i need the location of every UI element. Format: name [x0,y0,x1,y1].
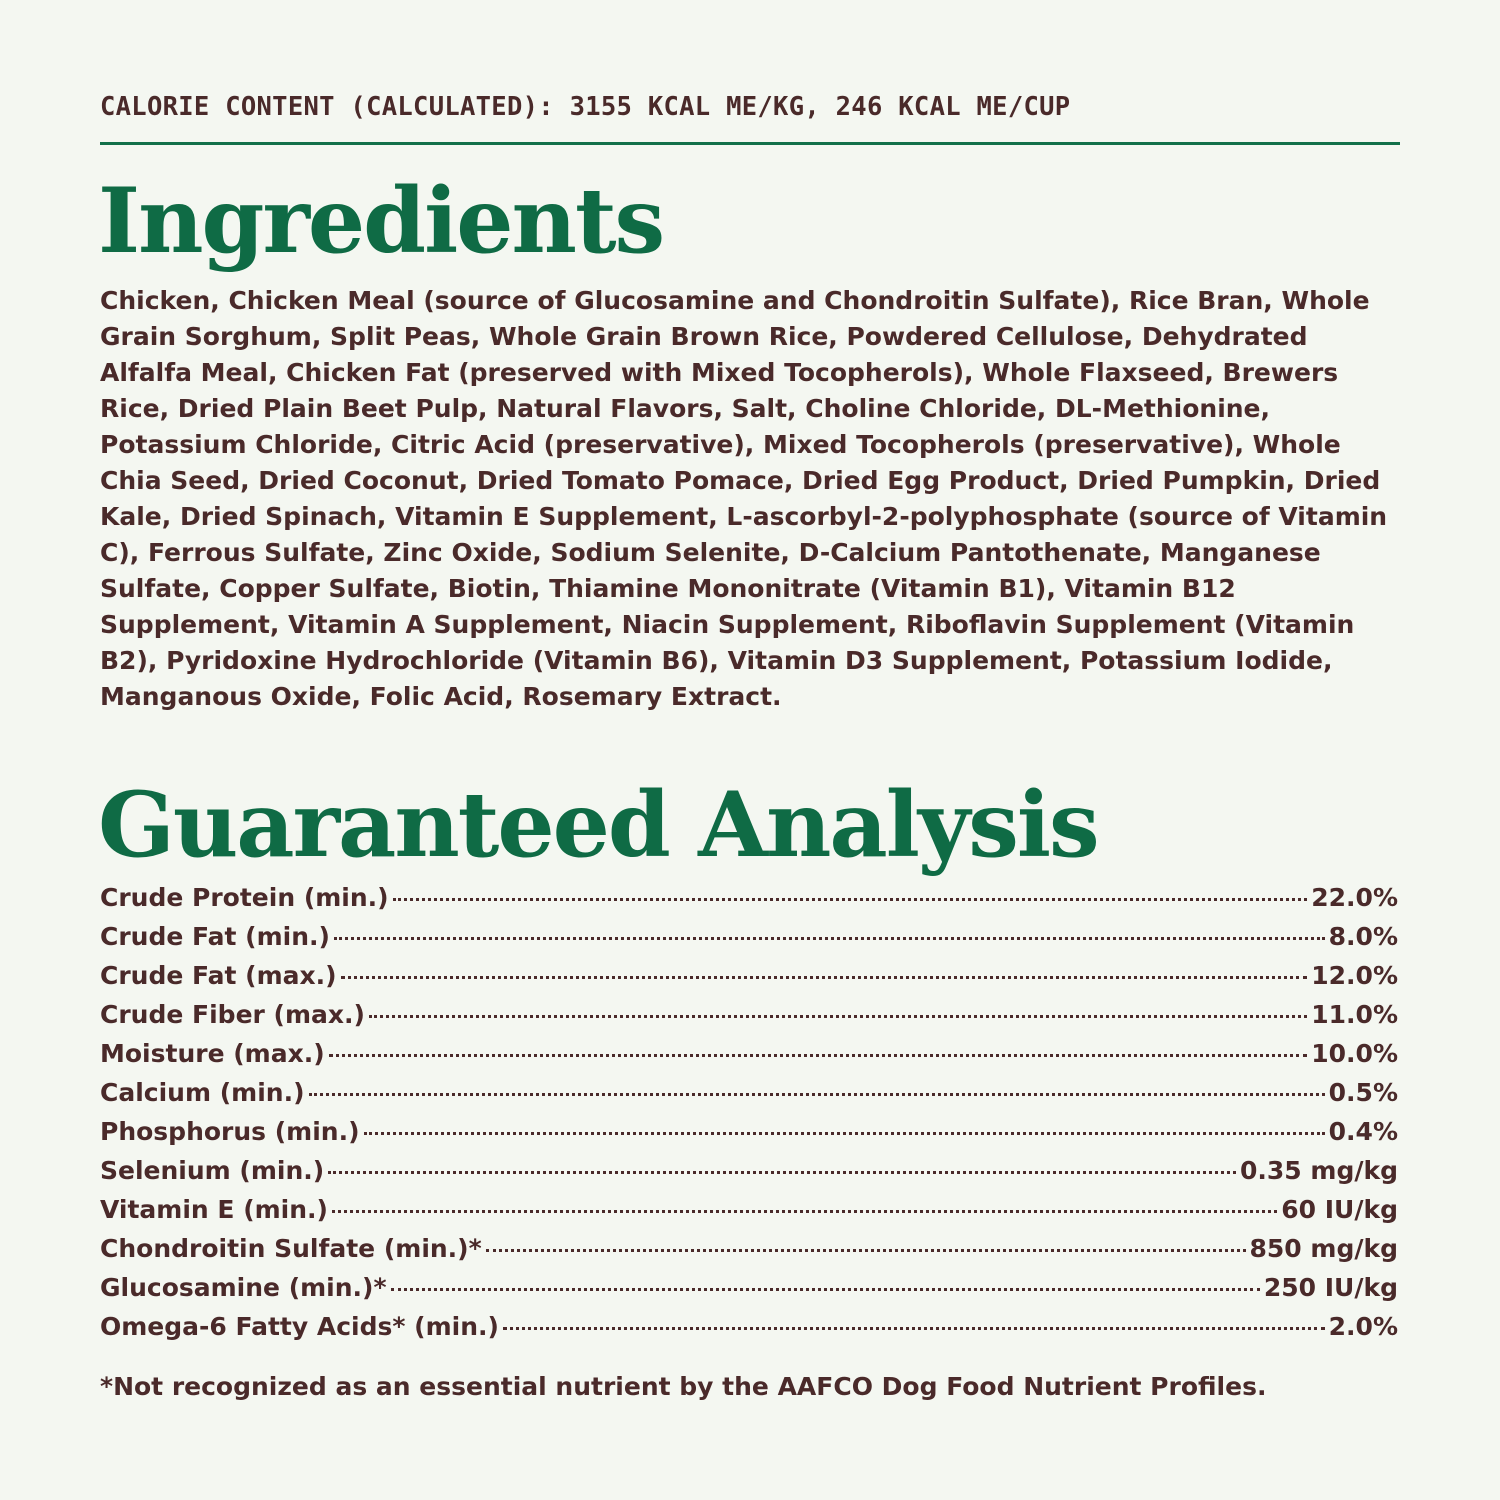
nutrient-label: Crude Fat (max.) [100,961,337,990]
analysis-row [100,1273,1398,1312]
dot-leader [503,1327,1325,1330]
analysis-row [100,883,1398,922]
nutrient-label: Omega-6 Fatty Acids* (min.) [100,1312,499,1341]
dot-leader [341,976,1308,979]
nutrient-value: 0.35 mg/kg [1240,1156,1398,1185]
analysis-row [100,1078,1398,1117]
ingredients-list: Chicken, Chicken Meal (source of Glucosamine and Chondroitin Sulfate), Rice Bran, Whole Grain Sorghum, Split Peas, Whole Grain Brown Rice, Powdered Cellulose, Dehydrated Alfalfa Meal, Chicken Fat (preserved with Mixed Tocopherols), Whole Flaxseed, Brewers Rice, Dried Plain Beet Pulp, Natural Flavors, Salt, Choline Chloride, DL-Methionine, Potassium Chloride, Citric Acid (preservative), Mixed Tocopherols (preservative), Whole Chia Seed, Dried Coconut, Dried Tomato Pomace, Dried Egg Product, Dried Pumpkin, Dried Kale, Dried Spinach, Vitamin E Supplement, L-ascorbyl-2-polyphosphate (source of Vitamin C), Ferrous Sulfate, Zinc Oxide, Sodium Selenite, D-Calcium Pantothenate, Manganese Sulfate, Copper Sulfate, Biotin, Thiamine Mononitrate (Vitamin B1), Vitamin B12 Supplement, Vitamin A Supplement, Niacin Supplement, Riboflavin Supplement (Vitamin B2), Pyridoxine Hydrochloride (Vitamin B6), Vitamin D3 Supplement, Potassium Iodide, Manganous Oxide, Folic Acid, Rosemary Extract. [100,286,1388,711]
nutrient-value: 0.5% [1328,1078,1398,1107]
dot-leader [486,1249,1246,1252]
nutrient-value: 11.0% [1311,1000,1398,1029]
dot-leader [334,937,1325,940]
analysis-row [100,922,1398,961]
nutrient-value: 10.0% [1311,1039,1398,1068]
footnote: *Not recognized as an essential nutrient by the AAFCO Dog Food Nutrient Profiles. [100,1372,1267,1401]
nutrient-label: Crude Fat (min.) [100,922,330,951]
nutrient-value: 250 IU/kg [1263,1273,1398,1302]
nutrient-value: 60 IU/kg [1281,1195,1398,1224]
nutrient-value: 22.0% [1311,883,1398,912]
nutrient-label: Phosphorus (min.) [100,1117,360,1146]
analysis-row [100,1312,1398,1351]
dot-leader [329,1054,1308,1057]
calorie-content: CALORIE CONTENT (CALCULATED): 3155 KCAL ME/KG, 246 KCAL ME/CUP [100,92,1071,122]
dot-leader [393,898,1308,901]
analysis-row [100,1234,1398,1273]
analysis-row [100,1000,1398,1039]
divider-rule [100,142,1400,145]
nutrient-label: Vitamin E (min.) [100,1195,328,1224]
nutrient-label: Calcium (min.) [100,1078,305,1107]
ingredients-heading: Ingredients [98,168,664,274]
nutrient-label: Moisture (max.) [100,1039,325,1068]
dot-leader [332,1210,1277,1213]
analysis-row [100,961,1398,1000]
nutrient-value: 2.0% [1328,1312,1398,1341]
nutrient-label: Selenium (min.) [100,1156,325,1185]
analysis-row [100,1195,1398,1234]
dot-leader [364,1132,1325,1135]
guaranteed-analysis-heading: Guaranteed Analysis [98,772,1098,878]
nutrient-value: 850 mg/kg [1249,1234,1398,1263]
nutrient-value: 8.0% [1328,922,1398,951]
nutrient-value: 0.4% [1328,1117,1398,1146]
analysis-row [100,1039,1398,1078]
analysis-row [100,1117,1398,1156]
analysis-row [100,1156,1398,1195]
nutrient-value: 12.0% [1311,961,1398,990]
nutrient-label: Crude Fiber (max.) [100,1000,365,1029]
analysis-table [100,883,1398,1351]
dot-leader [369,1015,1307,1018]
dot-leader [391,1288,1260,1291]
dot-leader [309,1093,1325,1096]
dot-leader [328,1171,1236,1174]
nutrient-label: Crude Protein (min.) [100,883,389,912]
nutrient-label: Chondroitin Sulfate (min.)* [100,1234,482,1263]
nutrient-label: Glucosamine (min.)* [100,1273,387,1302]
